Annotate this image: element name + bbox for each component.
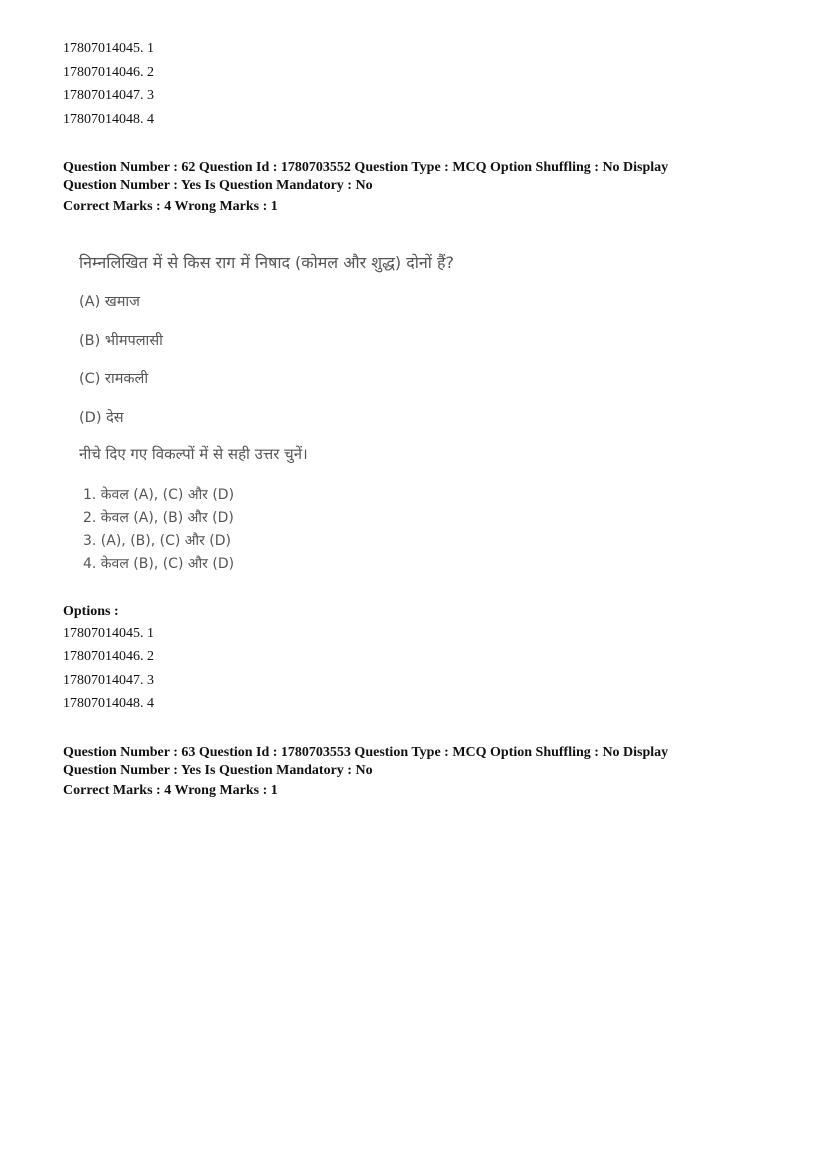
question-meta-line: Question Number : 62 Question Id : 1780703552 Question Type : MCQ Option Shuffling : No Display — [63, 160, 669, 175]
answer-choice: 4. केवल (B), (C) और (D) — [83, 556, 235, 572]
option-item: 17807014047. 3 — [63, 88, 154, 103]
question-choice: (C) रामकली — [79, 371, 149, 387]
question-choice: (B) भीमपलासी — [79, 333, 163, 349]
question-marks: Correct Marks : 4 Wrong Marks : 1 — [63, 783, 278, 798]
option-item: 17807014048. 4 — [63, 112, 154, 127]
question-choice: (A) खमाज — [79, 294, 140, 310]
option-item: 17807014046. 2 — [63, 65, 154, 80]
question-instruction: नीचे दिए गए विकल्पों में से सही उत्तर चुनें। — [79, 445, 308, 463]
answer-choice: 1. केवल (A), (C) और (D) — [83, 487, 235, 503]
answer-choice: 3. (A), (B), (C) और (D) — [83, 533, 231, 549]
question-choice: (D) देस — [79, 410, 124, 426]
answer-choice: 2. केवल (A), (B) और (D) — [83, 510, 234, 526]
options-label: Options : — [63, 604, 119, 619]
question-stem: निम्नलिखित में से किस राग में निषाद (कोमल और शुद्ध) दोनों हैं? — [79, 253, 454, 272]
option-item: 17807014048. 4 — [63, 696, 154, 711]
option-item: 17807014045. 1 — [63, 626, 154, 641]
option-item: 17807014047. 3 — [63, 673, 154, 688]
option-item: 17807014045. 1 — [63, 41, 154, 56]
option-item: 17807014046. 2 — [63, 649, 154, 664]
question-meta-line: Question Number : 63 Question Id : 1780703553 Question Type : MCQ Option Shuffling : No Display — [63, 745, 669, 760]
question-marks: Correct Marks : 4 Wrong Marks : 1 — [63, 199, 278, 214]
question-meta-line: Question Number : Yes Is Question Mandatory : No — [63, 763, 373, 778]
question-meta-line: Question Number : Yes Is Question Mandatory : No — [63, 178, 373, 193]
